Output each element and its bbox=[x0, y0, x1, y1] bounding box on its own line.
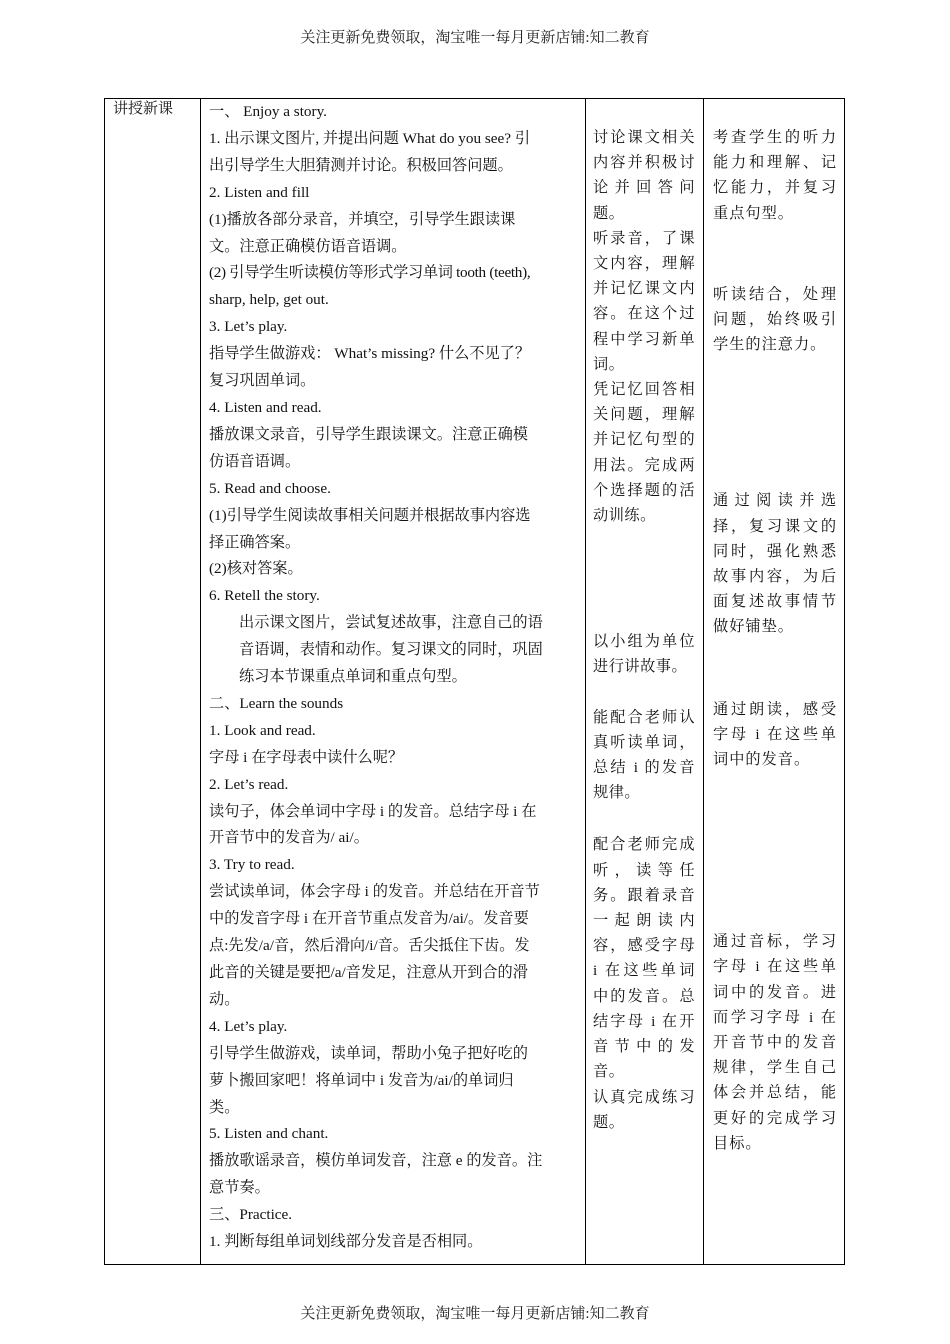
teacher-line: 点:先发/a/音，然后滑向/i/音。舌尖抵住下齿。发 bbox=[209, 937, 530, 955]
teacher-line: 萝卜搬回家吧！将单词中 i 发音为/ai/的单词归 bbox=[209, 1071, 514, 1089]
teacher-line: 择正确答案。 bbox=[209, 533, 301, 551]
teacher-line: sharp, help, get out. bbox=[209, 291, 329, 309]
student-activity: 听录音，了课文内容，理解并记忆课文内容。在这个过程中学习新单词。 bbox=[593, 229, 695, 373]
student-activity: 讨论课文相关内容并积极讨论并回答问题。 bbox=[593, 129, 695, 222]
teacher-line: 6. Retell the story. bbox=[209, 587, 320, 605]
teacher-line: 文。注意正确模仿语音语调。 bbox=[209, 237, 407, 255]
teacher-line: 意节奏。 bbox=[209, 1179, 270, 1197]
student-activity: 凭记忆回答相关问题，理解并记忆句型的用法。完成两个选择题的活动训练。 bbox=[593, 381, 695, 525]
teacher-line: 5. Listen and chant. bbox=[209, 1125, 329, 1143]
teacher-line: 出示课文图片，尝试复述故事，注意自己的语 bbox=[239, 614, 543, 632]
teacher-line: 读句子，体会单词中字母 i 的发音。总结字母 i 在 bbox=[209, 802, 537, 820]
intent-note: 通过朗读，感受字母 i 在这些单词中的发音。 bbox=[713, 700, 837, 769]
teacher-line: 指导学生做游戏： What’s missing? 什么不见了？ bbox=[209, 345, 531, 363]
intent-note: 通过音标，学习字母 i 在这些单词中的发音。进而学习字母 i 在开音节中的发音规律，学生自己体会并总结，能更好的完成学习目标。 bbox=[713, 933, 837, 1152]
teacher-line: 二、Learn the sounds bbox=[209, 694, 344, 712]
teacher-line: 字母 i 在字母表中读什么呢？ bbox=[209, 748, 404, 766]
teacher-line: 5. Read and choose. bbox=[209, 479, 331, 497]
student-activity: 认真完成练习题。 bbox=[593, 1088, 695, 1131]
column-divider bbox=[703, 99, 704, 1264]
teacher-line: 三、Practice. bbox=[209, 1206, 293, 1224]
teacher-line: 2. Let’s read. bbox=[209, 775, 289, 793]
lesson-plan-table bbox=[104, 98, 845, 1265]
column-divider bbox=[585, 99, 586, 1264]
design-intent bbox=[713, 125, 837, 1156]
teacher-line: 播放课文录音，引导学生跟读课文。注意正确模 bbox=[209, 425, 528, 443]
teacher-line: 播放歌谣录音，模仿单词发音，注意 e 的发音。注 bbox=[209, 1152, 543, 1170]
teacher-line: 开音节中的发音为/ ai/。 bbox=[209, 829, 369, 847]
student-activity: 以小组为单位进行讲故事。 bbox=[593, 633, 695, 676]
teacher-activities bbox=[209, 99, 579, 1256]
teacher-line: (2)核对答案。 bbox=[209, 560, 303, 578]
teacher-line: 出引导学生大胆猜测并讨论。积极回答问题。 bbox=[209, 156, 513, 174]
student-activity: 配合老师完成听，读等任务。跟着录音一起朗读内容，感受字母 i 在这些单词中的发音。总结字母 i 在开音节中的发音。 bbox=[593, 836, 695, 1081]
teacher-line: 仿语音语调。 bbox=[209, 452, 301, 470]
teacher-line: 中的发音字母 i 在开音节重点发音为/ai/。发音要 bbox=[209, 910, 529, 928]
intent-note: 听读结合，处理问题，始终吸引学生的注意力。 bbox=[713, 285, 837, 354]
page-header: 关注更新免费领取，淘宝唯一每月更新店铺:知二教育 bbox=[300, 30, 650, 46]
teacher-line: 复习巩固单词。 bbox=[209, 372, 316, 390]
teacher-line: 引导学生做游戏，读单词，帮助小兔子把好吃的 bbox=[209, 1044, 528, 1062]
teacher-line: 音语调，表情和动作。复习课文的同时，巩固 bbox=[239, 641, 543, 659]
teacher-line: 3. Let’s play. bbox=[209, 318, 288, 336]
teacher-line: 1. Look and read. bbox=[209, 721, 316, 739]
stage-label: 讲授新课 bbox=[113, 101, 174, 117]
page-footer: 关注更新免费领取，淘宝唯一每月更新店铺:知二教育 bbox=[300, 1306, 650, 1322]
teacher-line: 动。 bbox=[209, 990, 240, 1008]
teacher-line: (1)播放各部分录音，并填空，引导学生跟读课 bbox=[209, 210, 516, 228]
teacher-line: 类。 bbox=[209, 1098, 240, 1116]
student-activities bbox=[593, 125, 695, 1135]
teacher-line: (1)引导学生阅读故事相关问题并根据故事内容选 bbox=[209, 506, 531, 524]
teacher-line: 一、 Enjoy a story. bbox=[209, 103, 327, 120]
teacher-line: 此音的关键是要把/a/音发足，注意从开到合的滑 bbox=[209, 964, 528, 981]
teacher-line: (2) 引导学生听读模仿等形式学习单词 tooth (teeth), bbox=[209, 264, 531, 282]
teacher-line: 4. Let’s play. bbox=[209, 1017, 288, 1035]
teacher-line: 4. Listen and read. bbox=[209, 398, 322, 416]
intent-note: 考查学生的听力能力和理解、记忆能力，并复习重点句型。 bbox=[713, 129, 837, 222]
intent-note: 通过阅读并选择，复习课文的同时，强化熟悉故事内容，为后面复述故事情节做好铺垫。 bbox=[713, 492, 837, 636]
teacher-line: 练习本节课重点单词和重点句型。 bbox=[239, 668, 467, 686]
teacher-line: 1. 出示课文图片, 并提出问题 What do you see? 引 bbox=[209, 129, 531, 147]
teacher-line: 3. Try to read. bbox=[209, 856, 295, 874]
column-divider bbox=[200, 99, 201, 1264]
teacher-line: 1. 判断每组单词划线部分发音是否相同。 bbox=[209, 1233, 483, 1251]
teacher-line: 2. Listen and fill bbox=[209, 183, 310, 201]
student-activity: 能配合老师认真听读单词，总结 i 的发音规律。 bbox=[593, 708, 695, 802]
teacher-line: 尝试读单词，体会字母 i 的发音。并总结在开音节 bbox=[209, 883, 540, 901]
